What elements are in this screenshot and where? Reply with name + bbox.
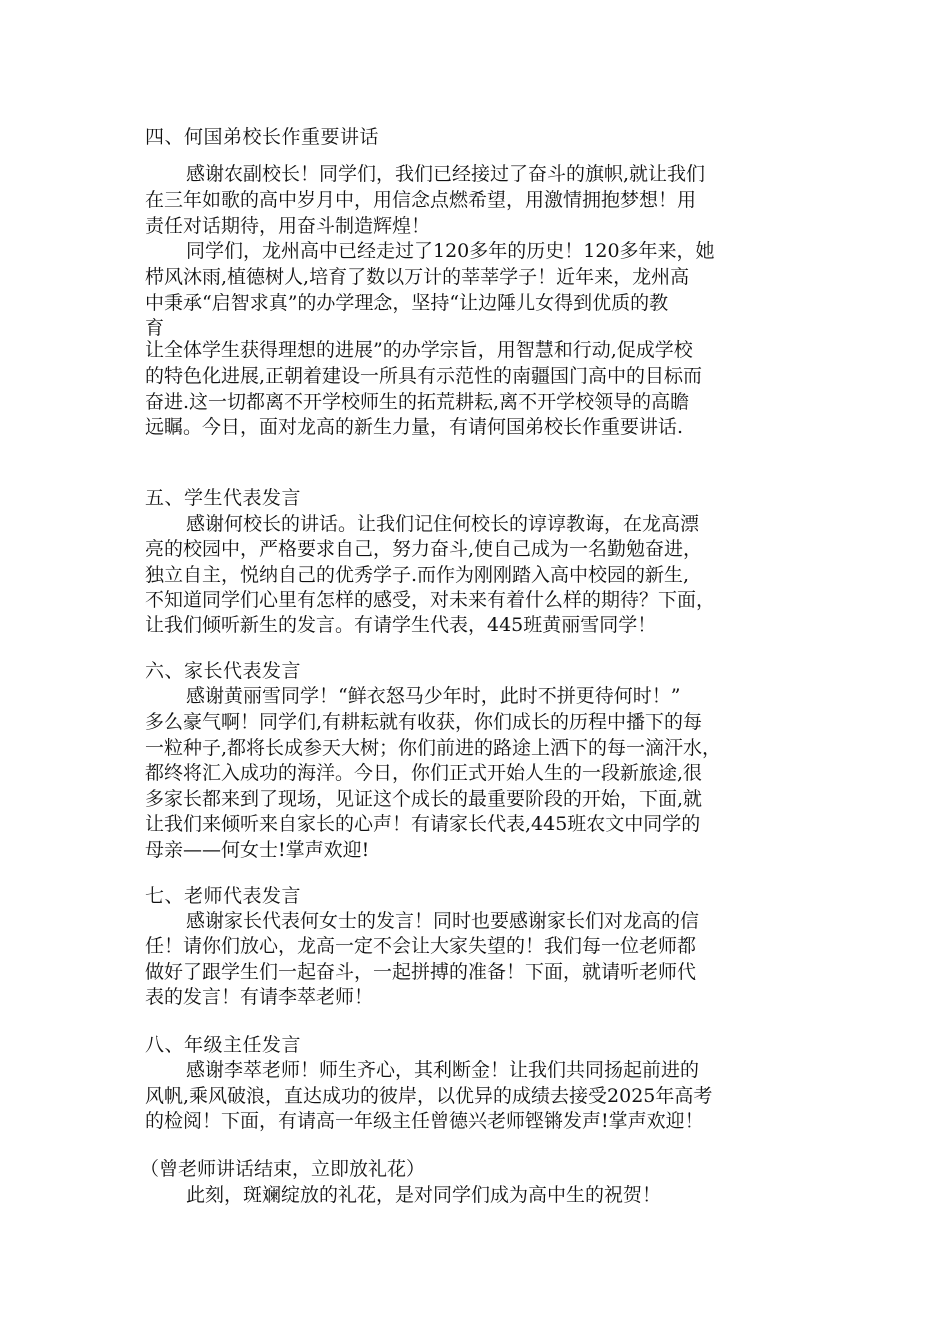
paragraph-line: 育 [145, 317, 165, 339]
paragraph-line: 的检阅！下面，有请高一年级主任曾德兴老师铿锵发声!掌声欢迎！ [145, 1110, 704, 1132]
section-heading: 八、年级主任发言 [145, 1034, 302, 1056]
paragraph-line: 同学们，龙州高中已经走过了120多年的历史！120多年来，她 [186, 240, 715, 262]
paragraph-line: 不知道同学们心里有怎样的感受，对未来有着什么样的期待？下面， [145, 589, 716, 611]
paragraph-line: 栉风沐雨,植德树人,培育了数以万计的莘莘学子！近年来，龙州高 [145, 266, 690, 288]
paragraph-line: 感谢农副校长！同学们，我们已经接过了奋斗的旗帜,就让我们 [186, 163, 706, 185]
paragraph-line: 表的发言！有请李萃老师！ [145, 986, 374, 1008]
section-heading: 六、家长代表发言 [145, 660, 302, 682]
paragraph-line: 都终将汇入成功的海洋。今日，你们正式开始人生的一段新旅途,很 [145, 762, 703, 784]
paragraph-line: 让我们倾听新生的发言。有请学生代表，445班黄丽雪同学！ [145, 614, 657, 636]
section-heading: 七、老师代表发言 [145, 885, 302, 907]
paragraph-line: 感谢何校长的讲话。让我们记住何校长的谆谆教诲，在龙高漂 [186, 513, 700, 535]
paragraph-line: 感谢李萃老师！师生齐心，其利断金！让我们共同扬起前进的 [186, 1059, 700, 1081]
paragraph-line: 远瞩。今日，面对龙高的新生力量，有请何国弟校长作重要讲话. [145, 416, 684, 438]
paragraph-line: 一粒种子,都将长成参天大树；你们前进的路途上洒下的每一滴汗水， [145, 737, 722, 759]
paragraph-line: 多么豪气啊！同学们,有耕耘就有收获，你们成长的历程中播下的每 [145, 711, 703, 733]
paragraph-line: 奋进.这一切都离不开学校师生的拓荒耕耘,离不开学校领导的高瞻 [145, 391, 690, 413]
section-heading: 四、何国弟校长作重要讲话 [145, 126, 380, 148]
paragraph-line: 任！请你们放心，龙高一定不会让大家失望的！我们每一位老师都 [145, 935, 697, 957]
paragraph-line: 亮的校园中，严格要求自己，努力奋斗,使自己成为一名勤勉奋进， [145, 538, 703, 560]
paragraph-line: 多家长都来到了现场，见证这个成长的最重要阶段的开始，下面,就 [145, 788, 703, 810]
paragraph-line: 中秉承“启智求真”的办学理念，坚持“让边陲儿女得到优质的教 [145, 292, 669, 314]
section-heading: 五、学生代表发言 [145, 487, 302, 509]
paragraph-line: 感谢黄丽雪同学！“鲜衣怒马少年时，此时不拼更待何时！” [186, 685, 681, 707]
paragraph-line: 让全体学生获得理想的进展”的办学宗旨，用智慧和行动,促成学校 [145, 339, 693, 361]
paragraph-line: 做好了跟学生们一起奋斗，一起拼搏的准备！下面，就请听老师代 [145, 961, 697, 983]
stage-direction-note: （曾老师讲话结束，立即放礼花） [140, 1158, 426, 1180]
paragraph-line: 感谢家长代表何女士的发言！同时也要感谢家长们对龙高的信 [186, 910, 700, 932]
closing-line: 此刻，斑斓绽放的礼花，是对同学们成为高中生的祝贺！ [186, 1184, 662, 1206]
paragraph-line: 母亲——何女士!掌声欢迎! [145, 839, 370, 861]
paragraph-line: 责任对话期待，用奋斗制造辉煌！ [145, 215, 431, 237]
paragraph-line: 的特色化进展,正朝着建设一所具有示范性的南疆国门高中的目标而 [145, 365, 703, 387]
paragraph-line: 风帆,乘风破浪，直达成功的彼岸，以优异的成绩去接受2025年高考 [145, 1085, 713, 1107]
paragraph-line: 在三年如歌的高中岁月中，用信念点燃希望，用激情拥抱梦想！用 [145, 189, 697, 211]
paragraph-line: 独立自主，悦纳自己的优秀学子.而作为刚刚踏入高中校园的新生, [145, 564, 690, 586]
paragraph-line: 让我们来倾听来自家长的心声！有请家长代表,445班农文中同学的 [145, 813, 701, 835]
